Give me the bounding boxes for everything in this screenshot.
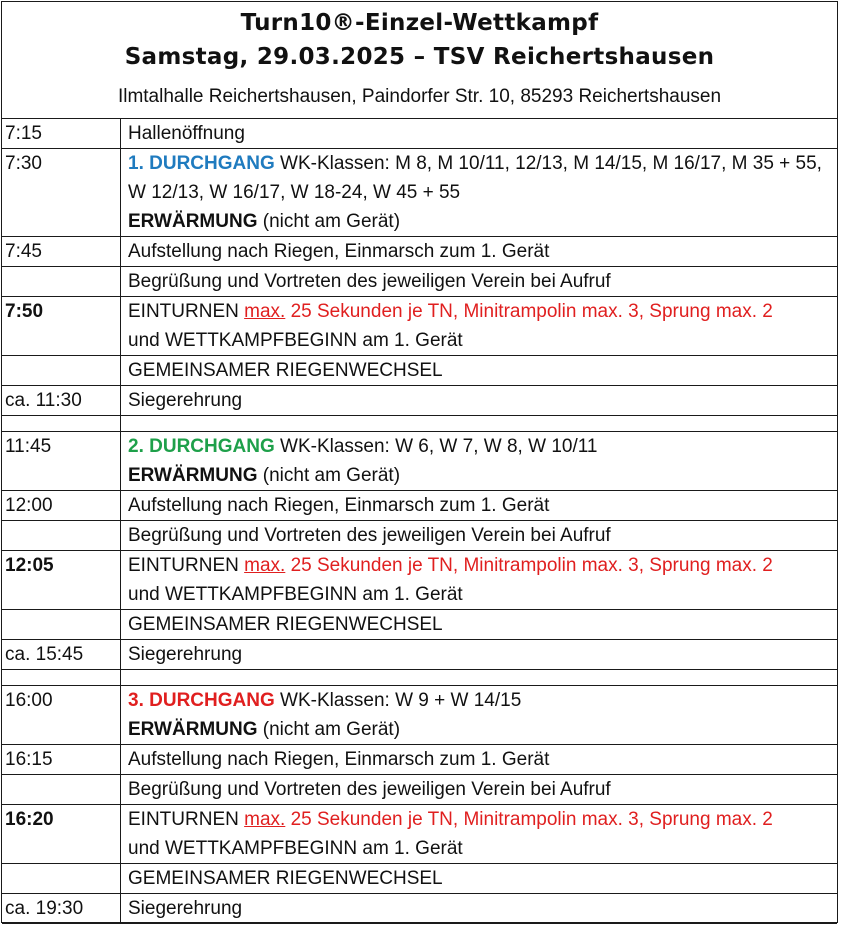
time-cell <box>2 610 121 640</box>
table-row-opening <box>2 119 837 149</box>
table-row <box>2 610 837 640</box>
activity-cell: Begrüßung und Vortreten des jeweiligen Verein bei Aufruf <box>121 267 838 297</box>
time-cell: 16:20 <box>2 805 121 864</box>
durchgang-label: 3. DURCHGANG <box>128 690 275 711</box>
activity-cell: Hallenöffnung <box>121 119 838 149</box>
time-cell: 7:50 <box>2 297 121 356</box>
time-cell: 12:00 <box>2 491 121 521</box>
einturnen-max: max. <box>244 301 286 322</box>
time-cell <box>2 521 121 551</box>
table-row <box>2 894 837 924</box>
activity-cell: GEMEINSAMER RIEGENWECHSEL <box>121 610 838 640</box>
einturnen-continuation: und WETTKAMPFBEGINN am 1. Gerät <box>128 838 463 859</box>
activity-cell <box>121 297 838 356</box>
event-date-club: Samstag, 29.03.2025 – TSV Reichertshausen <box>124 44 715 70</box>
activity-cell: Siegerehrung <box>121 386 838 416</box>
einturnen-rule: 25 Sekunden je TN, Minitrampolin max. 3, Sprung max. 2 <box>285 555 773 576</box>
table-row <box>2 356 837 386</box>
einturnen-max: max. <box>244 555 286 576</box>
einturnen-rule: 25 Sekunden je TN, Minitrampolin max. 3, Sprung max. 2 <box>285 809 773 830</box>
activity-cell: Begrüßung und Vortreten des jeweiligen Verein bei Aufruf <box>121 521 838 551</box>
time-cell: 7:15 <box>2 119 121 149</box>
schedule-table <box>2 119 837 924</box>
warmup-label: ERWÄRMUNG <box>128 465 258 486</box>
spacer-row <box>2 670 837 686</box>
activity-cell <box>121 686 838 745</box>
warmup-label: ERWÄRMUNG <box>128 719 258 740</box>
durchgang-label: 2. DURCHGANG <box>128 436 275 457</box>
activity-cell: Aufstellung nach Riegen, Einmarsch zum 1. Gerät <box>121 491 838 521</box>
table-row-durchgang-2 <box>2 432 837 491</box>
time-cell: 7:30 <box>2 149 121 237</box>
time-cell: 16:15 <box>2 745 121 775</box>
time-cell: 11:45 <box>2 432 121 491</box>
einturnen-continuation: und WETTKAMPFBEGINN am 1. Gerät <box>128 584 463 605</box>
event-title: Turn10®-Einzel-Wettkampf <box>240 10 599 36</box>
wk-klassen-text: WK-Klassen: W 9 + W 14/15 <box>274 690 522 711</box>
time-cell: ca. 11:30 <box>2 386 121 416</box>
activity-cell: GEMEINSAMER RIEGENWECHSEL <box>121 864 838 894</box>
venue-address: Ilmtalhalle Reichertshausen, Paindorfer Str. 10, 85293 Reichertshausen <box>117 86 722 107</box>
time-cell: ca. 19:30 <box>2 894 121 924</box>
table-row <box>2 864 837 894</box>
table-row <box>2 745 837 775</box>
table-row <box>2 237 837 267</box>
activity-cell: Begrüßung und Vortreten des jeweiligen Verein bei Aufruf <box>121 775 838 805</box>
einturnen-label: EINTURNEN <box>128 301 245 322</box>
table-row-einturnen <box>2 297 837 356</box>
schedule-document <box>1 1 838 923</box>
table-row-einturnen <box>2 551 837 610</box>
time-cell <box>2 267 121 297</box>
activity-cell <box>121 805 838 864</box>
warmup-note: (nicht am Gerät) <box>257 465 401 486</box>
time-cell <box>2 864 121 894</box>
table-row <box>2 640 837 670</box>
warmup-label: ERWÄRMUNG <box>128 211 258 232</box>
table-row <box>2 491 837 521</box>
activity-cell: Siegerehrung <box>121 640 838 670</box>
spacer-row <box>2 416 837 432</box>
table-row <box>2 775 837 805</box>
activity-cell: Aufstellung nach Riegen, Einmarsch zum 1. Gerät <box>121 745 838 775</box>
time-cell <box>2 356 121 386</box>
einturnen-continuation: und WETTKAMPFBEGINN am 1. Gerät <box>128 330 463 351</box>
time-cell <box>2 775 121 805</box>
warmup-note: (nicht am Gerät) <box>257 211 401 232</box>
einturnen-label: EINTURNEN <box>128 555 245 576</box>
time-cell: 12:05 <box>2 551 121 610</box>
document-header <box>2 2 837 119</box>
einturnen-max: max. <box>244 809 286 830</box>
activity-cell: GEMEINSAMER RIEGENWECHSEL <box>121 356 838 386</box>
einturnen-label: EINTURNEN <box>128 809 245 830</box>
wk-klassen-text: WK-Klassen: W 6, W 7, W 8, W 10/11 <box>274 436 598 457</box>
table-row <box>2 267 837 297</box>
activity-cell: Aufstellung nach Riegen, Einmarsch zum 1. Gerät <box>121 237 838 267</box>
wk-klassen-text: WK-Klassen: M 8, M 10/11, 12/13, M 14/15, M 16/17, M 35 + 55, W 12/13, W 16/17, W 18-24, W 45 + 55 <box>128 153 822 203</box>
time-cell: 16:00 <box>2 686 121 745</box>
table-row-durchgang-1 <box>2 149 837 237</box>
activity-cell <box>121 551 838 610</box>
activity-cell: Siegerehrung <box>121 894 838 924</box>
durchgang-label: 1. DURCHGANG <box>128 153 275 174</box>
warmup-note: (nicht am Gerät) <box>257 719 401 740</box>
table-row-einturnen <box>2 805 837 864</box>
activity-cell <box>121 432 838 491</box>
activity-cell <box>121 149 838 237</box>
time-cell: 7:45 <box>2 237 121 267</box>
table-row <box>2 521 837 551</box>
time-cell: ca. 15:45 <box>2 640 121 670</box>
einturnen-rule: 25 Sekunden je TN, Minitrampolin max. 3, Sprung max. 2 <box>285 301 773 322</box>
table-row <box>2 386 837 416</box>
table-row-durchgang-3 <box>2 686 837 745</box>
